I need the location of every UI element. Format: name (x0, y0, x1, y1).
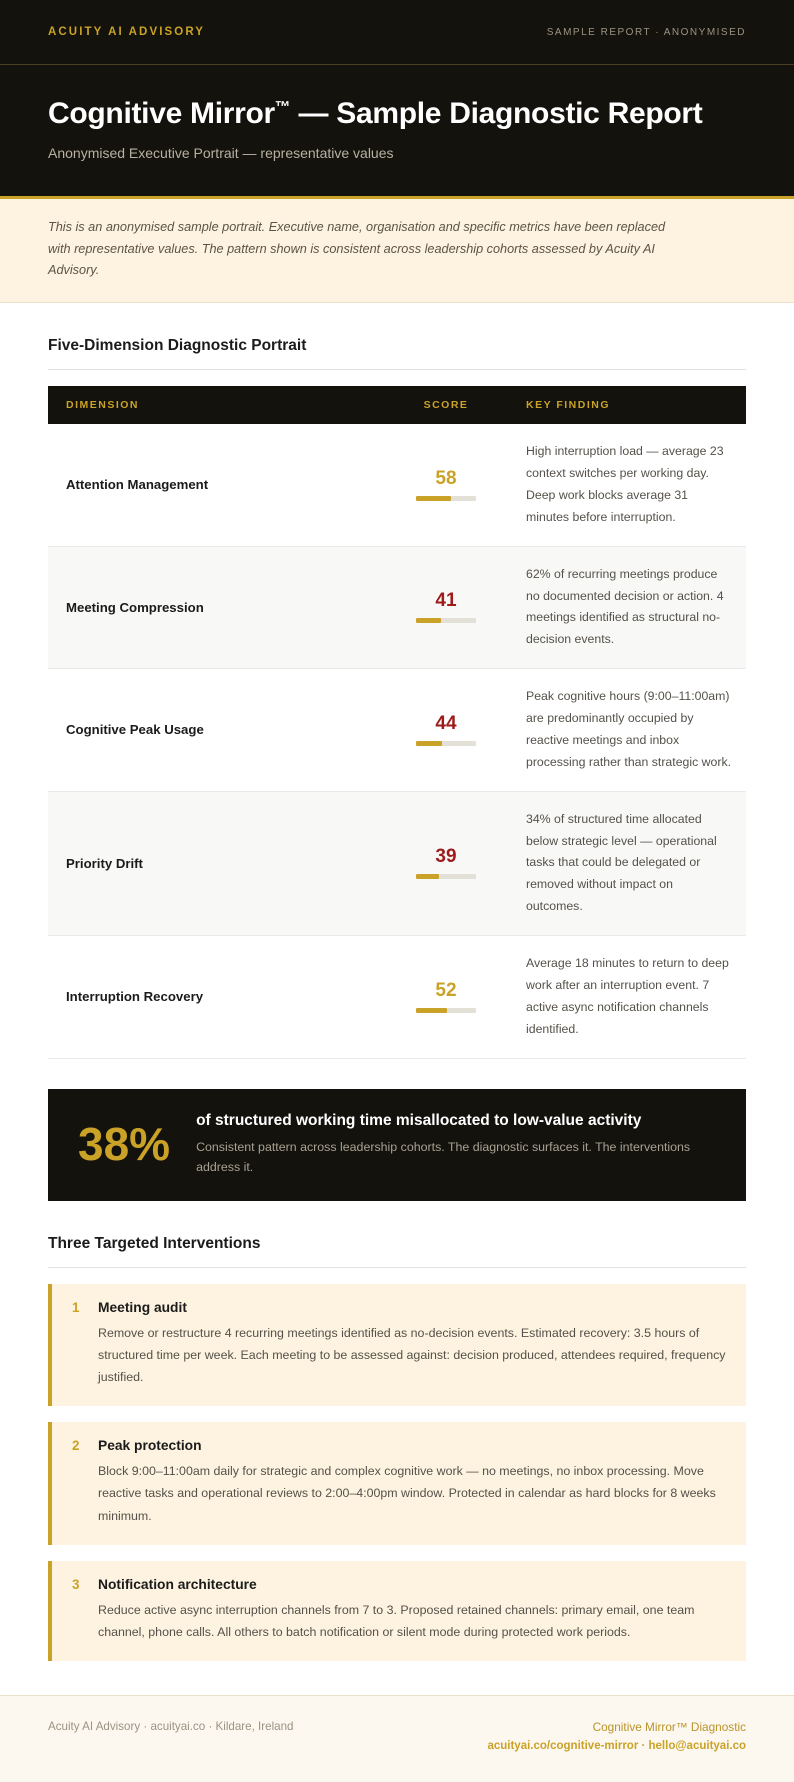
trademark-symbol: ™ (274, 99, 291, 116)
score-bar-fill (416, 1008, 447, 1013)
headline-stat-description: Consistent pattern across leadership cohorts. The diagnostic surfaces it. The interventions address it. (196, 1139, 691, 1175)
table-body (48, 424, 746, 1058)
interventions-list (48, 1284, 746, 1661)
headline-stat-title: of structured working time misallocated to low-value activity (196, 1111, 642, 1129)
intervention-title: Notification architecture (98, 1576, 257, 1592)
dimension-name: Meeting Compression (66, 599, 204, 615)
table-row (48, 546, 746, 669)
column-header-score: SCORE (382, 386, 510, 424)
score-bar (416, 496, 476, 501)
intervention-card (48, 1561, 746, 1661)
brand-wordmark: ACUITY AI ADVISORY (48, 26, 206, 38)
headline-stat-figure: 38% (78, 1117, 171, 1170)
headline-stat-callout (48, 1089, 746, 1202)
dimension-name: Attention Management (66, 477, 209, 493)
intervention-description: Remove or restructure 4 recurring meetings identified as no-decision events. Estimated recovery: 3.5 hours of structured time per week. Each meeting to be assessed against: decision produced, attendees required, frequency justified. (98, 1326, 726, 1385)
anonymisation-notice (0, 199, 794, 304)
intervention-description: Reduce active async interruption channels from 7 to 3. Proposed retained channels: primary email, one team channel, phone calls. All others to batch notification or silent mode during protected work periods. (98, 1602, 695, 1639)
intervention-title: Peak protection (98, 1438, 202, 1454)
intervention-card (48, 1422, 746, 1544)
score-cell (382, 936, 510, 1059)
score-value: 58 (435, 467, 457, 489)
page-title-product: Cognitive Mirror (48, 97, 275, 130)
score-value: 52 (435, 979, 457, 1001)
footer-company-line: Acuity AI Advisory · acuityai.co · Kildare, Ireland (48, 1719, 294, 1733)
key-finding-text: Average 18 minutes to return to deep work after an interruption event. 7 active async notification channels identified. (526, 956, 729, 1036)
score-bar (416, 874, 476, 879)
intervention-number: 2 (72, 1438, 80, 1454)
intervention-title: Meeting audit (98, 1300, 187, 1316)
page-subtitle: Anonymised Executive Portrait — representative values (48, 144, 394, 161)
score-bar-fill (416, 618, 441, 623)
intervention-description: Block 9:00–11:00am daily for strategic and complex cognitive work — no meetings, no inbox processing. Move reactive tasks and operational reviews to 2:00–4:00pm window. Protected in calendar as hard blocks for 8 weeks minimum. (98, 1464, 716, 1523)
anonymisation-notice-text: This is an anonymised sample portrait. Executive name, organisation and specific metrics have been replaced with representative values. The pattern shown is consistent across leadership cohorts assessed by Acuity AI Advisory. (48, 219, 666, 278)
diagnostic-portrait-table (48, 386, 746, 1058)
dimension-name: Cognitive Peak Usage (66, 722, 204, 738)
main-content (0, 337, 794, 1661)
intervention-card-header (72, 1438, 726, 1453)
hero-banner (0, 65, 794, 199)
dimension-name: Interruption Recovery (66, 989, 204, 1005)
score-value: 39 (435, 846, 457, 868)
footer-contact-links[interactable]: acuityai.co/cognitive-mirror · hello@acuityai.co (487, 1739, 746, 1752)
table-header-row (48, 386, 746, 424)
score-cell (382, 791, 510, 935)
report-status-tag: SAMPLE REPORT · ANONYMISED (546, 26, 746, 38)
score-value: 44 (435, 712, 457, 734)
intervention-number: 1 (72, 1300, 80, 1316)
score-bar (416, 618, 476, 623)
intervention-card-header (72, 1577, 726, 1592)
page-title-suffix: — Sample Diagnostic Report (290, 97, 703, 130)
table-header (48, 386, 746, 424)
score-value: 41 (435, 590, 457, 612)
dimension-name: Priority Drift (66, 855, 143, 871)
interventions-section-heading: Three Targeted Interventions (48, 1235, 746, 1268)
portrait-section-heading: Five-Dimension Diagnostic Portrait (48, 337, 746, 370)
score-bar (416, 741, 476, 746)
footer-product-block (487, 1718, 746, 1756)
headline-stat-body (196, 1111, 716, 1178)
page-title (48, 97, 746, 132)
score-cell (382, 424, 510, 546)
key-finding-text: High interruption load — average 23 context switches per working day. Deep work blocks average 31 minutes before interruption. (526, 444, 724, 524)
column-header-dimension: DIMENSION (48, 386, 382, 424)
table-row (48, 936, 746, 1059)
brand-bar (0, 0, 794, 65)
score-bar-fill (416, 496, 451, 501)
intervention-card (48, 1284, 746, 1406)
score-bar-fill (416, 741, 442, 746)
page-footer (0, 1695, 794, 1782)
score-bar (416, 1008, 476, 1013)
intervention-card-header (72, 1300, 726, 1315)
score-bar-fill (416, 874, 439, 879)
table-row (48, 669, 746, 792)
table-row (48, 424, 746, 546)
key-finding-text: 34% of structured time allocated below strategic level — operational tasks that could be delegated or removed without impact on outcomes. (526, 811, 717, 914)
score-cell (382, 546, 510, 669)
intervention-number: 3 (72, 1576, 80, 1592)
column-header-finding: KEY FINDING (510, 386, 746, 424)
key-finding-text: Peak cognitive hours (9:00–11:00am) are predominantly occupied by reactive meetings and inbox processing rather than strategic work. (526, 689, 732, 769)
footer-product-name: Cognitive Mirror™ Diagnostic (592, 1719, 746, 1734)
score-cell (382, 669, 510, 792)
key-finding-text: 62% of recurring meetings produce no documented decision or action. 4 meetings identified as structural no-decision events. (526, 566, 724, 647)
table-row (48, 791, 746, 935)
